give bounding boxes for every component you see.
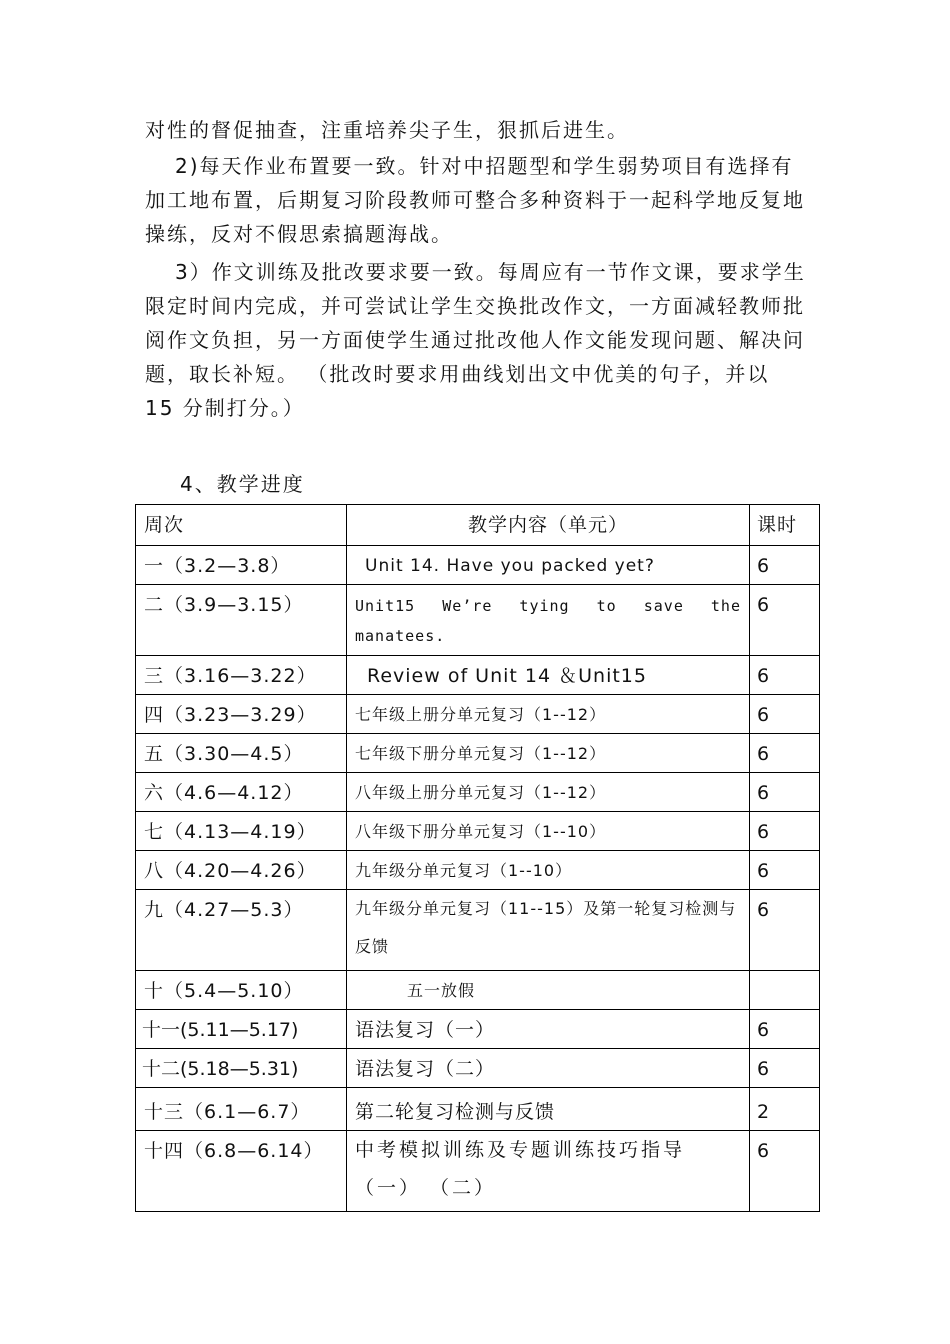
cell-hours: 6 (750, 546, 820, 585)
cell-content: 八年级上册分单元复习（1--12） (347, 773, 750, 812)
cell-week: 十三（6.1—6.7） (136, 1088, 347, 1131)
cell-hours: 6 (750, 1010, 820, 1049)
table-row (136, 812, 820, 851)
paragraph-3: 3）作文训练及批改要求要一致。每周应有一节作文课，要求学生限定时间内完成，并可尝试让学生交换批改作文，一方面减轻教师批阅作文负担，另一方面使学生通过批改他人作文能发现问题、解决问题，取长补短。 （批改时要求用曲线划出文中优美的句子，并以 15 分制打分。） (145, 260, 806, 420)
cell-hours: 6 (750, 1049, 820, 1088)
cell-content: 五一放假 (347, 971, 750, 1010)
cell-hours: 6 (750, 695, 820, 734)
cell-content: 九年级分单元复习（1--10） (347, 851, 750, 890)
cell-week: 九（4.27—5.3） (136, 890, 347, 971)
cell-week: 十（5.4—5.10） (136, 971, 347, 1010)
cell-content: Unit 14. Have you packed yet? (347, 546, 750, 585)
cell-content: 七年级下册分单元复习（1--12） (347, 734, 750, 773)
cell-week: 二（3.9—3.15） (136, 585, 347, 656)
cell-hours: 6 (750, 656, 820, 695)
table-row (136, 734, 820, 773)
cell-content: 语法复习（二） (347, 1049, 750, 1088)
table-row (136, 546, 820, 585)
cell-week: 十二(5.18—5.31) (136, 1049, 347, 1088)
header-content: 教学内容（单元） (347, 505, 750, 546)
cell-week: 八（4.20—4.26） (136, 851, 347, 890)
table-row (136, 890, 820, 971)
table-row (136, 851, 820, 890)
table-row (136, 773, 820, 812)
cell-content: 七年级上册分单元复习（1--12） (347, 695, 750, 734)
cell-hours: 6 (750, 585, 820, 656)
cell-content-line-1: Unit15 We’re tying to save the (355, 597, 741, 615)
cell-week: 一（3.2—3.8） (136, 546, 347, 585)
cell-content: 八年级下册分单元复习（1--10） (347, 812, 750, 851)
cell-hours: 6 (750, 773, 820, 812)
cell-hours: 6 (750, 851, 820, 890)
cell-week: 七（4.13—4.19） (136, 812, 347, 851)
cell-hours: 6 (750, 734, 820, 773)
table-row (136, 1131, 820, 1212)
cell-content: 九年级分单元复习（11--15）及第一轮复习检测与反馈 (347, 890, 750, 971)
table-row (136, 695, 820, 734)
cell-week: 六（4.6—4.12） (136, 773, 347, 812)
cell-hours: 2 (750, 1088, 820, 1131)
table-row (136, 656, 820, 695)
table-header-row (136, 505, 820, 546)
cell-hours: 6 (750, 1131, 820, 1212)
table-row (136, 1049, 820, 1088)
cell-content: Review of Unit 14 ＆Unit15 (347, 656, 750, 695)
table-row (136, 1088, 820, 1131)
cell-week: 五（3.30—4.5） (136, 734, 347, 773)
cell-content (347, 585, 750, 656)
schedule-table (135, 504, 820, 1212)
cell-week: 十一(5.11—5.17) (136, 1010, 347, 1049)
cell-content: 第二轮复习检测与反馈 (347, 1088, 750, 1131)
cell-content-line-2: manatees. (355, 627, 446, 645)
table-row (136, 971, 820, 1010)
cell-content: 语法复习（一） (347, 1010, 750, 1049)
section-title: 4、教学进度 (180, 472, 305, 496)
cell-hours: 6 (750, 890, 820, 971)
cell-week: 三（3.16—3.22） (136, 656, 347, 695)
header-hours: 课时 (750, 505, 820, 546)
cell-content: 中考模拟训练及专题训练技巧指导（一） （二） (347, 1131, 750, 1212)
table-row (136, 585, 820, 656)
paragraph-2: 2)每天作业布置要一致。针对中招题型和学生弱势项目有选择有加工地布置，后期复习阶段教师可整合多种资料于一起科学地反复地操练，反对不假思索搞题海战。 (145, 154, 805, 246)
header-week: 周次 (136, 505, 347, 546)
paragraph-1: 对性的督促抽查，注重培养尖子生，狠抓后进生。 (145, 118, 629, 142)
cell-hours: 6 (750, 812, 820, 851)
cell-week: 四（3.23—3.29） (136, 695, 347, 734)
cell-week: 十四（6.8—6.14） (136, 1131, 347, 1212)
table-row (136, 1010, 820, 1049)
cell-hours (750, 971, 820, 1010)
